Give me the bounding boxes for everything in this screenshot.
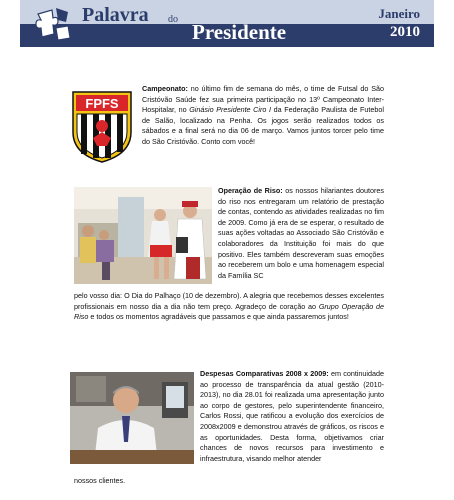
- section-despesas: [200, 369, 384, 464]
- operacao-text-2: pelo vosso dia: O Dia do Palhaço (10 de dezembro). A alegria que recebemos desses excelentes profissionais em nosso dia a dia não tem preço. Agradeço de coração ao: [74, 291, 384, 311]
- operacao-text-3: e todos os momentos agradáveis que passamos e que ainda passaremos juntos!: [88, 312, 349, 322]
- section-operacao-continued: [74, 291, 384, 323]
- campeonato-text-1: no último fim de semana do mês, o time de Futsal do São Cristóvão Saúde fez sua primeira participação no 13º Campeonato Inter-Hospitalar, no: [142, 84, 384, 115]
- campeonato-heading: Campeonato:: [142, 84, 188, 93]
- despesas-heading: Despesas Comparativas 2008 x 2009:: [200, 369, 329, 378]
- campeonato-text-2: da Federação Paulista de Futebol de Salão, localizado na Penha. Os jogos serão realizados todos os sábados e a final será no dia 06 de março. Vamos juntos torcer pelo time do São Cristóvão. Conto com você!: [142, 105, 384, 146]
- section-campeonato: [142, 84, 384, 148]
- puzzle-logo-icon: [34, 4, 74, 44]
- newsletter-header: [20, 0, 434, 47]
- header-year: 2010: [390, 24, 420, 40]
- header-title-word1: Palavra: [82, 4, 149, 26]
- header-title-word2: do: [168, 14, 178, 25]
- fpfs-crest-logo: [71, 90, 133, 164]
- clowns-hospital-photo: [74, 187, 212, 284]
- header-month: Janeiro: [378, 6, 420, 21]
- header-title-word3: Presidente: [192, 20, 287, 44]
- despesas-text-2: nossos clientes.: [74, 476, 126, 485]
- despesas-text-1: em continuidade ao processo de transparência da atual gestão (2010-2013), no dia 28.01 foi realizada uma apresentação junto ao corpo de gestores, pelo superintendente financeiro, Carlos Rossi, que ratificou a evolução dos exercícios de 2008x2009 e demonstrou através de gráficos, os riscos e as oportunidades. Desta forma, objetivamos criar chances de novos recursos para investimento e infraestrutura, visando melhor atender: [200, 369, 384, 463]
- operacao-emphasis: Grupo Operação de Riso: [74, 301, 385, 322]
- section-operacao: [218, 186, 384, 281]
- crest-letters: FPFS: [85, 96, 119, 111]
- campeonato-emphasis: Ginásio Presidente Ciro I: [189, 105, 271, 115]
- operacao-text-1: os nossos hilariantes doutores do riso nos entregaram um relatório de prestação de contas, contendo as atividades realizadas no fim de 2009. Como já era de se esperar, o resultado de suas ações voltadas ao Associado São Cristóvão e colaboradores da Instituição foi mais do que positivo. Eles também descreveram suas emoções ao receberem um bolo e uma homenagem especial da Família SC: [218, 186, 384, 280]
- superintendent-photo: [70, 372, 194, 464]
- operacao-heading: Operação de Riso:: [218, 186, 283, 195]
- section-despesas-continued: [74, 476, 384, 487]
